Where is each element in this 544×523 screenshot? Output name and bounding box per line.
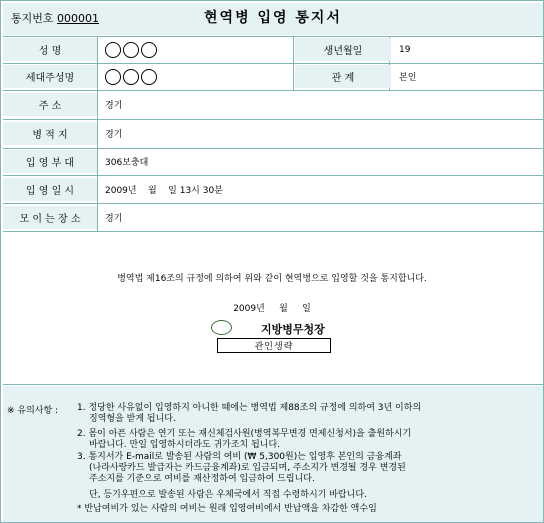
datetime-value: 2009년 월 일 13시 30분	[105, 186, 223, 196]
householder-value	[99, 65, 157, 88]
military-office-value: 경기	[105, 130, 123, 140]
address-value: 경기	[105, 101, 123, 111]
row-divider	[3, 175, 543, 176]
householder-label: 세대주성명	[3, 65, 97, 88]
issuing-office: 지방병무청장	[261, 323, 325, 336]
row-divider	[3, 36, 543, 37]
row-divider	[3, 90, 543, 91]
note-line: 바랍니다. 만일 입영하시더라도 귀가조치 됩니다.	[89, 440, 281, 450]
page-title: 현역병 입영 통지서	[204, 10, 342, 26]
row-divider	[3, 203, 543, 204]
row-address	[3, 93, 543, 116]
householder-placeholder-circle	[141, 69, 157, 85]
notes-section	[3, 386, 543, 522]
row-unit	[3, 150, 543, 173]
name-placeholder-circle	[141, 42, 157, 58]
unit-label: 입 영 부 대	[3, 150, 97, 173]
birth-label: 생년월일	[295, 38, 391, 61]
notes-label: ※ 유의사항 :	[7, 406, 59, 416]
name-placeholder-circle	[105, 42, 121, 58]
note-line: 1. 정당한 사유없이 입영하지 아니한 때에는 병역법 제88조의 규정에 의하여 3년 이하의	[77, 403, 422, 413]
birth-value: 19	[399, 44, 411, 55]
issue-date: 2009년 월 일	[233, 304, 311, 314]
householder-placeholder-circle	[123, 69, 139, 85]
meeting-place-value: 경기	[105, 214, 123, 224]
householder-placeholder-circle	[105, 69, 121, 85]
name-value	[99, 38, 157, 61]
row-military-office	[3, 122, 543, 145]
row-datetime	[3, 178, 543, 201]
row-divider	[3, 63, 543, 64]
row-householder	[3, 65, 543, 88]
note-line: * 반납여비가 있는 사람의 여비는 원래 입영여비에서 반납액을 차감한 액수임	[77, 504, 377, 514]
military-office-label: 병 적 지	[3, 122, 97, 145]
document-number-label: 통지번호	[11, 12, 54, 25]
name-placeholder-circle	[123, 42, 139, 58]
unit-value: 306보충대	[105, 158, 149, 168]
row-divider	[3, 231, 543, 232]
meeting-place-label: 모 이 는 장 소	[3, 206, 97, 229]
notice-text: 병역법 제16조의 규정에 의하여 위와 같이 현역병으로 입영할 것을 통지합니다.	[117, 274, 427, 284]
note-line: 2. 몸이 아픈 사람은 연기 또는 재신체검사원(병역복무변경 면제신청서)을 출원하시기	[77, 429, 412, 439]
datetime-label: 입 영 일 시	[3, 178, 97, 201]
address-label: 주 소	[3, 93, 97, 116]
relation-value: 본인	[399, 73, 417, 83]
seal-circle-icon	[211, 320, 232, 335]
row-name	[3, 38, 543, 61]
relation-label: 관 계	[295, 65, 391, 88]
note-line: 단, 등기우편으로 발송된 사람은 우체국에서 직접 수령하시기 바랍니다.	[89, 490, 367, 500]
row-divider	[3, 119, 543, 120]
note-line: 징역형을 받게 됩니다.	[89, 414, 176, 424]
row-meeting-place	[3, 206, 543, 229]
householder-circles	[105, 69, 157, 85]
row-divider	[3, 384, 543, 385]
seal-omitted-box: 관인생략	[217, 338, 331, 353]
name-label: 성 명	[3, 38, 97, 61]
name-circles	[105, 42, 157, 58]
note-line: 주소지를 기준으로 여비를 재산정하여 입금하여 드립니다.	[89, 474, 315, 484]
note-line: (나라사랑카드 발급자는 카드금융계좌)로 입금되며, 주소지가 변경될 경우 변경된	[89, 463, 406, 473]
note-line: 3. 통지서가 E-mail로 발송된 사람의 여비 (₩ 5,300원)는 입영후 본인의 금융계좌	[77, 452, 402, 462]
form-header	[3, 3, 543, 35]
document-number-value: 000001	[57, 12, 100, 25]
row-divider	[3, 148, 543, 149]
